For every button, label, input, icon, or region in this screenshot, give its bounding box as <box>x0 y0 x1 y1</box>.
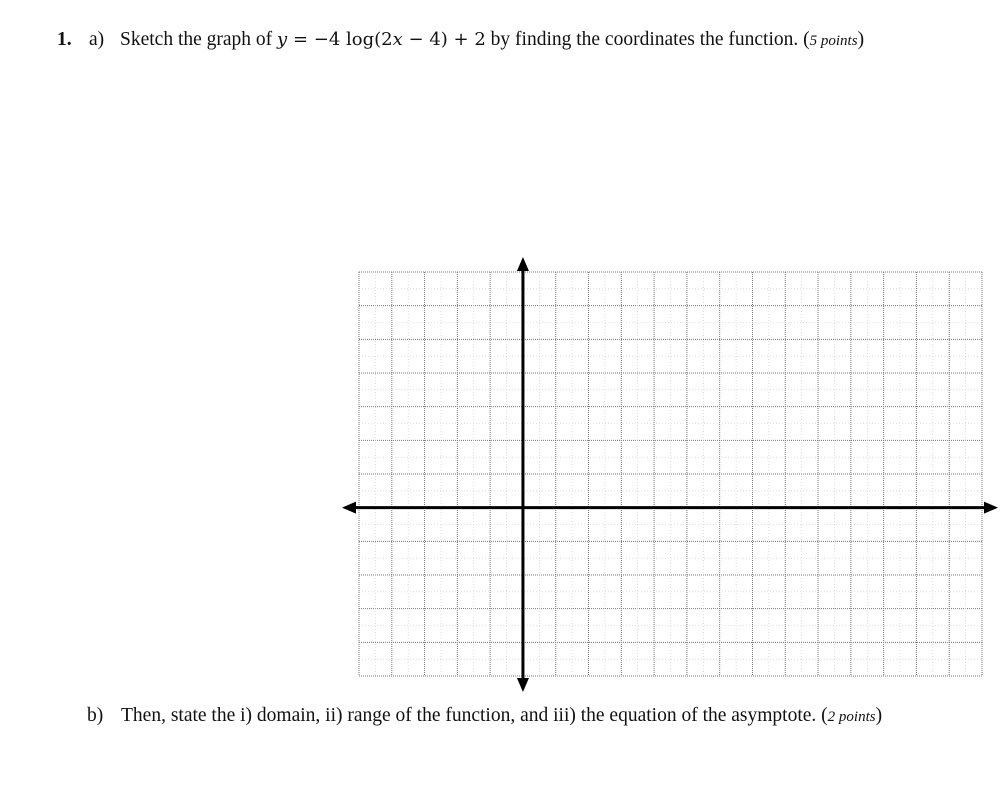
x-axis-left-arrow-icon <box>342 502 356 514</box>
question-1a: 1. a) Sketch the graph of y = −4 log(2x − 4) + 2 by finding the coordinates the function. (5 points) <box>57 26 864 55</box>
equation-var: x <box>392 29 403 50</box>
part-b-text: Then, state the i) domain, ii) range of the function, and iii) the equation of the asymptote. <box>121 705 817 726</box>
part-a-text-after: by finding the coordinates the function. <box>490 29 799 50</box>
part-a-label: a) <box>89 29 105 50</box>
y-axis-down-arrow-icon <box>517 678 529 692</box>
part-b-label: b) <box>87 705 104 726</box>
part-a-text-before: Sketch the graph of <box>120 29 273 50</box>
equation-rest: − 4) + 2 <box>402 29 486 50</box>
equation-coef: −4 log(2 <box>313 29 393 50</box>
question-1b: b) Then, state the i) domain, ii) range of the function, and iii) the equation of the asymptote. (2 points) <box>87 702 882 731</box>
part-a-points: 5 points <box>809 33 858 49</box>
y-axis-up-arrow-icon <box>517 257 529 271</box>
x-axis-right-arrow-icon <box>984 502 998 514</box>
equation-equals: = <box>292 29 309 50</box>
part-b-points: 2 points <box>827 709 876 725</box>
question-number: 1. <box>57 29 72 50</box>
equation-lhs: y <box>277 29 288 50</box>
